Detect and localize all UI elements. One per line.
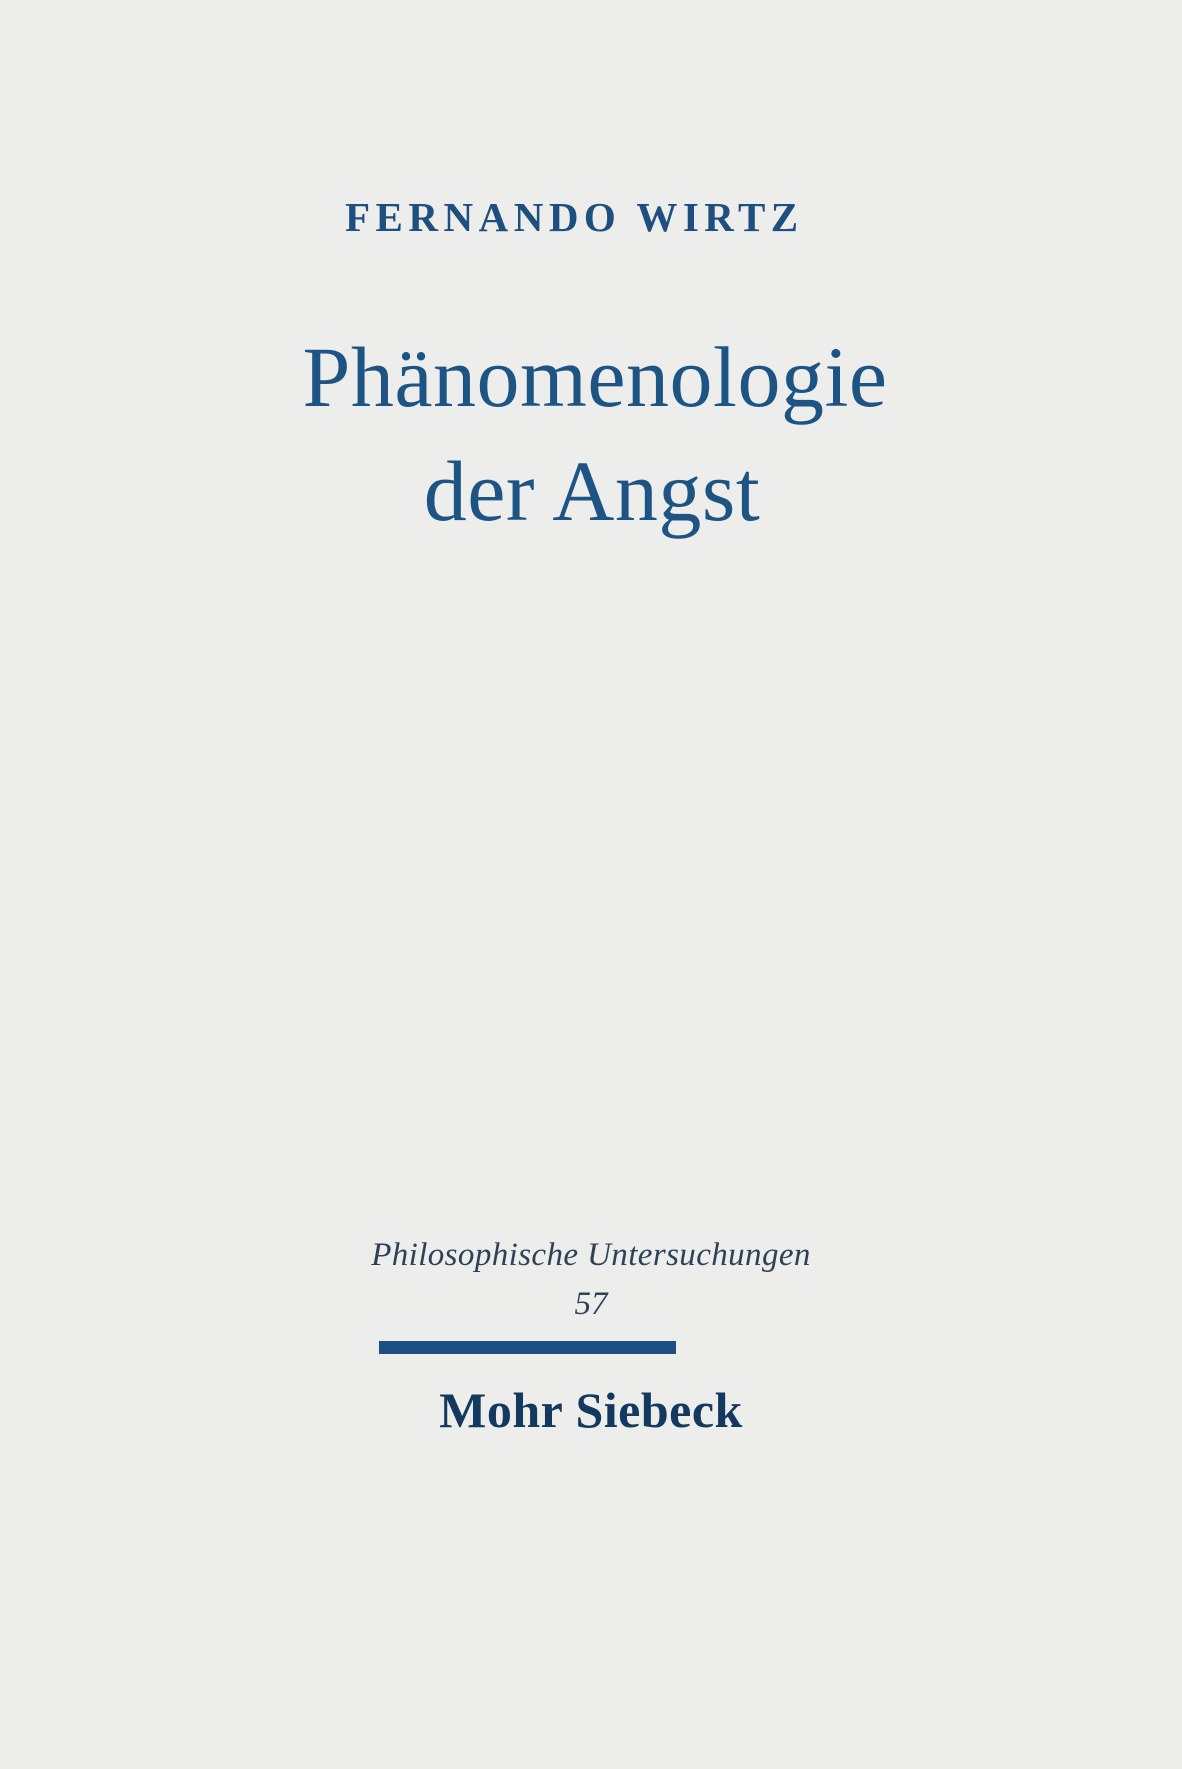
series-name: Philosophische Untersuchungen bbox=[371, 1237, 811, 1273]
divider-rule bbox=[379, 1341, 676, 1354]
title-line-2: der Angst bbox=[423, 443, 761, 539]
book-title bbox=[0, 320, 1182, 548]
series-info bbox=[0, 1237, 1182, 1323]
series-number: 57 bbox=[574, 1286, 608, 1322]
author-name: FERNANDO WIRTZ bbox=[345, 194, 804, 240]
publisher-name: Mohr Siebeck bbox=[439, 1382, 743, 1438]
title-line-1: Phänomenologie bbox=[302, 329, 888, 425]
